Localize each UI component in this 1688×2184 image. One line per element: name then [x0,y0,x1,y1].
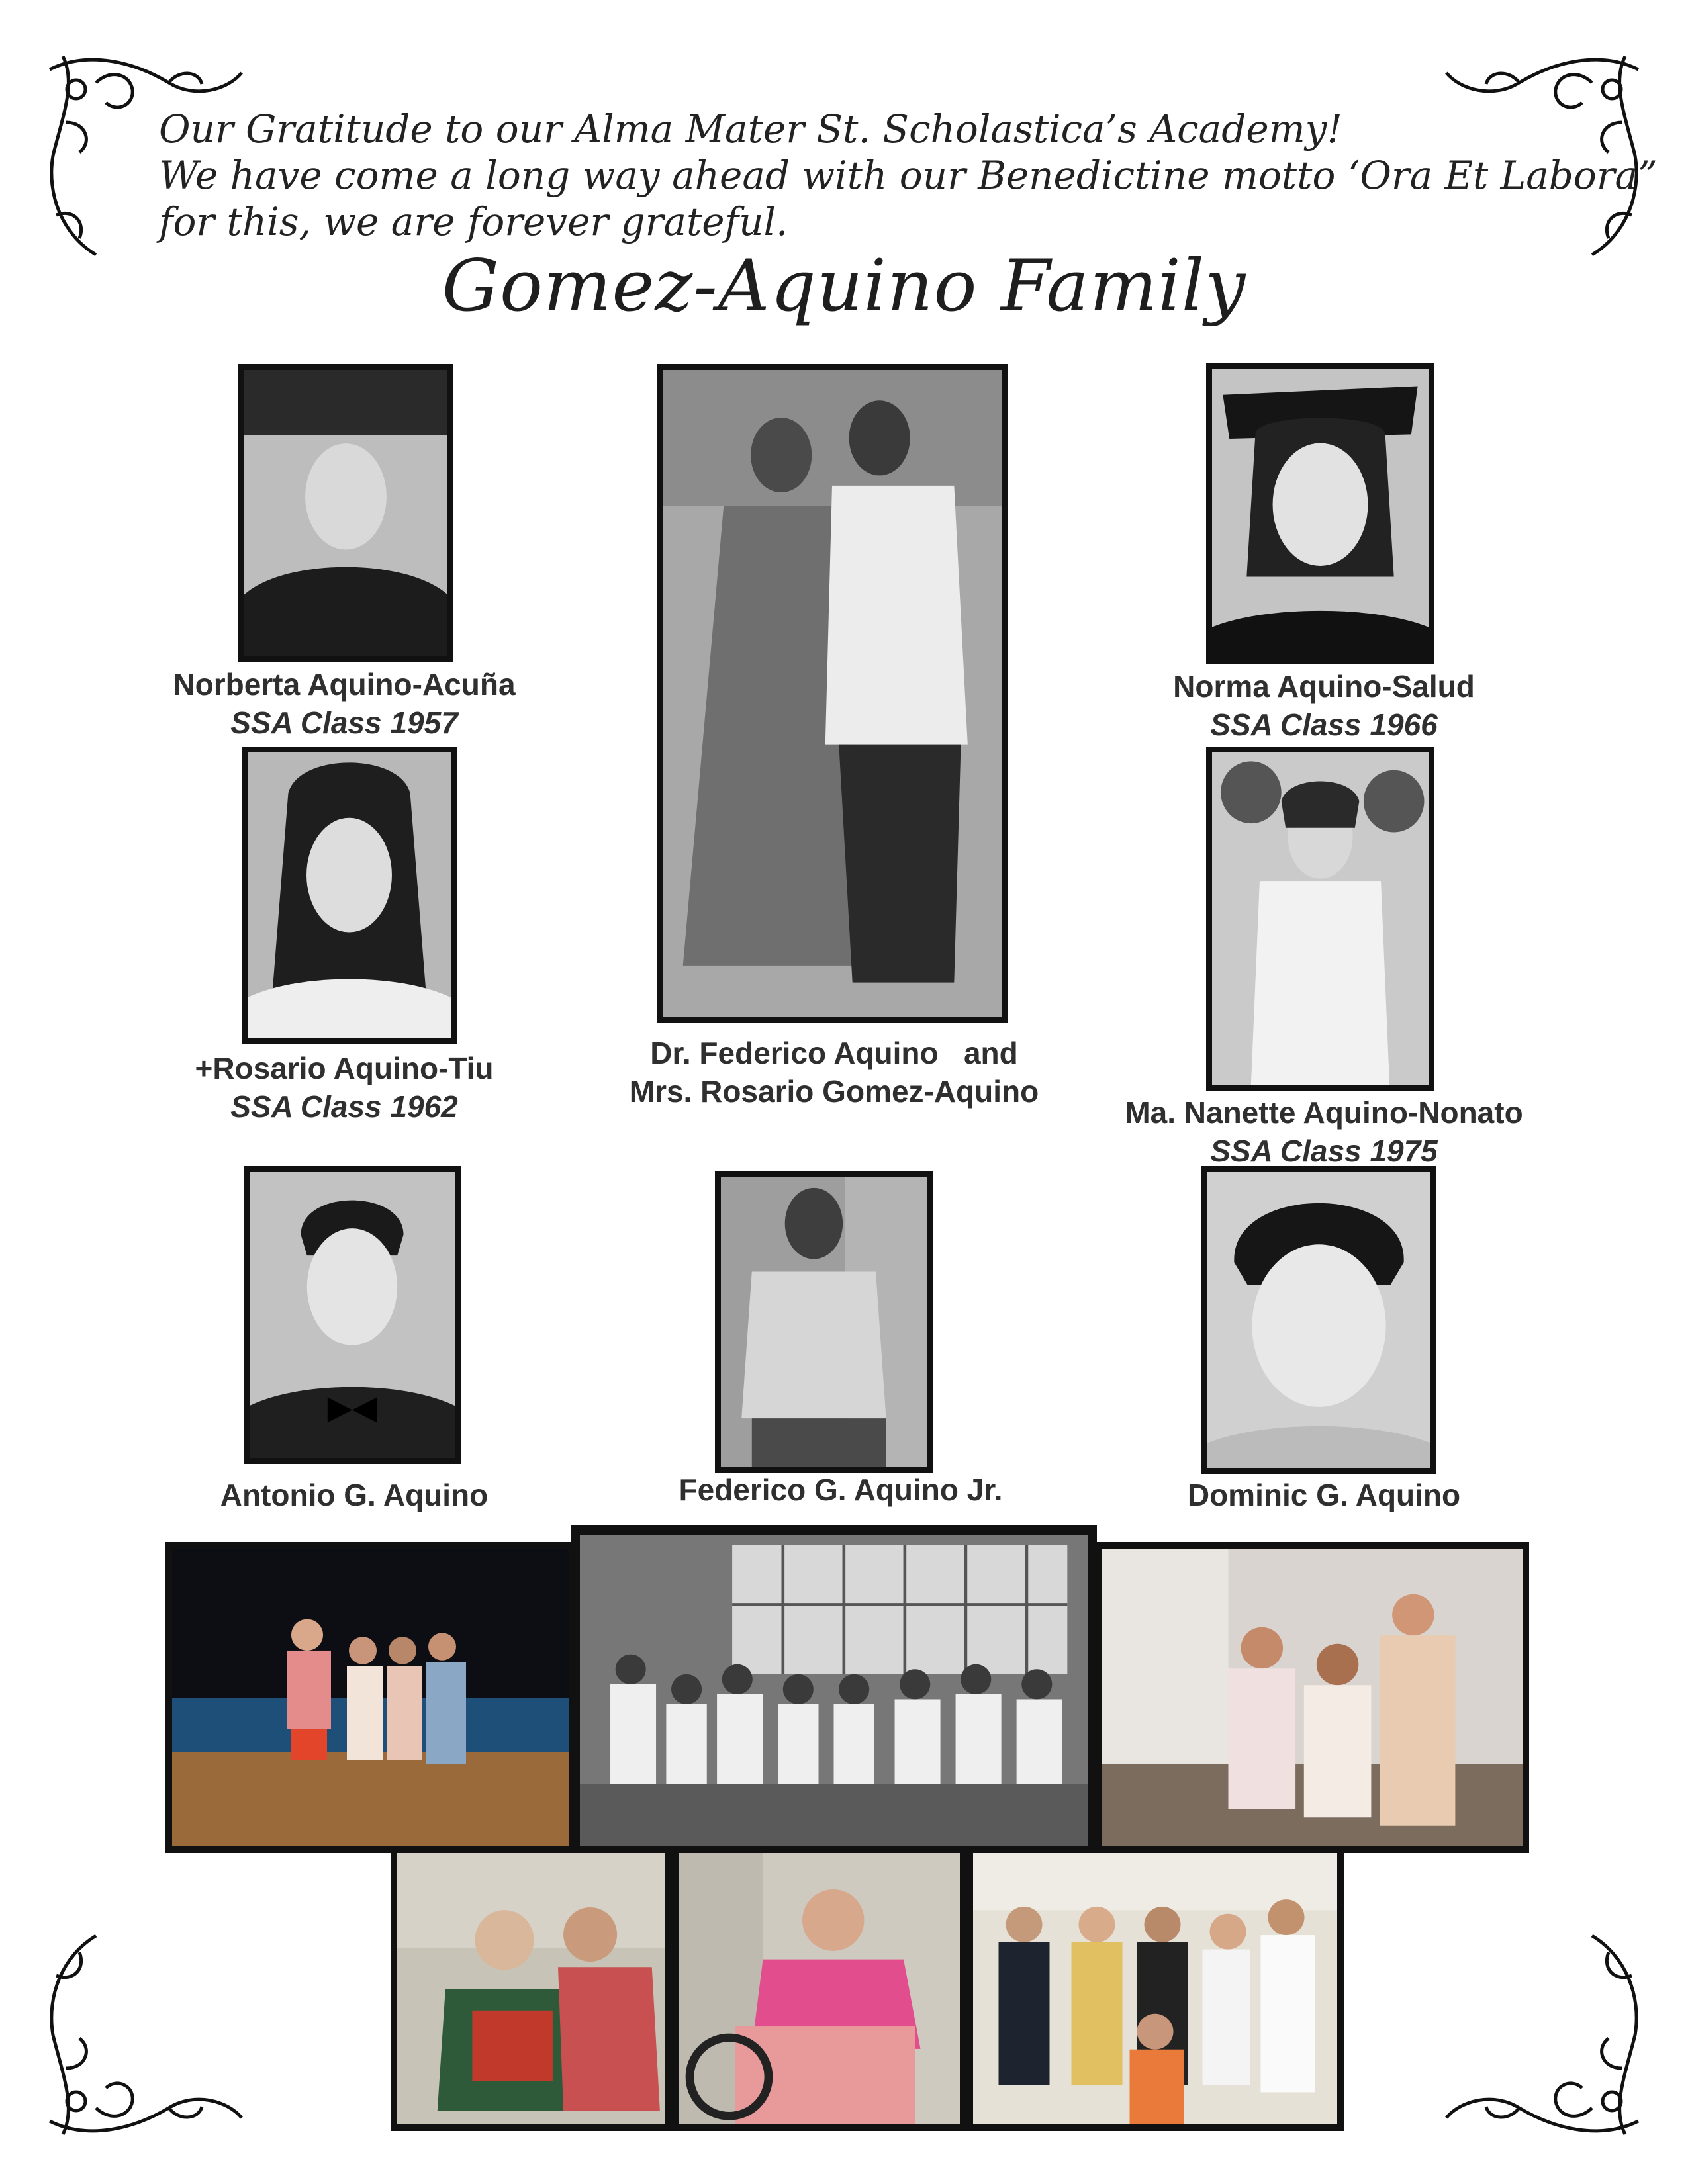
caption-nanette [1059,1093,1589,1170]
corner-ornament-bottom-left [36,1909,255,2148]
name-rosario: +Rosario Aquino-Tiu [195,1051,494,1085]
class-rosario: SSA Class 1962 [230,1089,458,1124]
collage-photo-mother-daughter [391,1846,672,2131]
caption-norberta [132,665,556,742]
photo-norberta [238,364,453,662]
caption-antonio [152,1476,556,1514]
photo-dominic [1201,1166,1436,1474]
collage-photo-beach-night [165,1542,576,1853]
class-norberta: SSA Class 1957 [230,705,458,740]
corner-ornament-bottom-right [1433,1909,1652,2148]
collage-photo-three-ladies [1096,1542,1529,1853]
class-norma: SSA Class 1966 [1210,707,1438,742]
gratitude-line-3: for this, we are forever grateful. [159,199,788,244]
page-title: Gomez-Aquino Family [442,245,1246,328]
parents-line-1: Dr. Federico Aquino and [650,1036,1018,1070]
name-antonio: Antonio G. Aquino [220,1478,489,1512]
parents-line-2: Mrs. Rosario Gomez-Aquino [629,1074,1039,1109]
gratitude-line-1: Our Gratitude to our Alma Mater St. Scholastica’s Academy! [159,107,1342,152]
caption-federico-jr [635,1471,1046,1509]
gratitude-message [159,106,1658,245]
caption-rosario [132,1049,556,1126]
class-nanette: SSA Class 1975 [1210,1134,1438,1168]
photo-federico-jr [715,1171,933,1473]
photo-norma [1206,363,1434,664]
caption-dominic [1119,1476,1529,1514]
name-norberta: Norberta Aquino-Acuña [173,667,516,702]
name-federico-jr: Federico G. Aquino Jr. [679,1473,1003,1507]
name-dominic: Dominic G. Aquino [1187,1478,1461,1512]
gratitude-line-2: We have come a long way ahead with our Benedictine motto ‘Ora Et Labora” [159,153,1658,198]
caption-parents [596,1034,1072,1111]
name-norma: Norma Aquino-Salud [1173,669,1475,704]
photo-rosario [242,747,457,1044]
collage-photo-family-group-bw [571,1525,1097,1883]
collage-photo-family-visit [966,1846,1344,2131]
photo-parents [657,364,1008,1023]
photo-nanette [1206,747,1434,1091]
name-nanette: Ma. Nanette Aquino-Nonato [1125,1095,1523,1130]
photo-antonio [244,1166,461,1464]
collage-photo-wheelchair [672,1846,966,2131]
caption-norma [1086,667,1562,744]
